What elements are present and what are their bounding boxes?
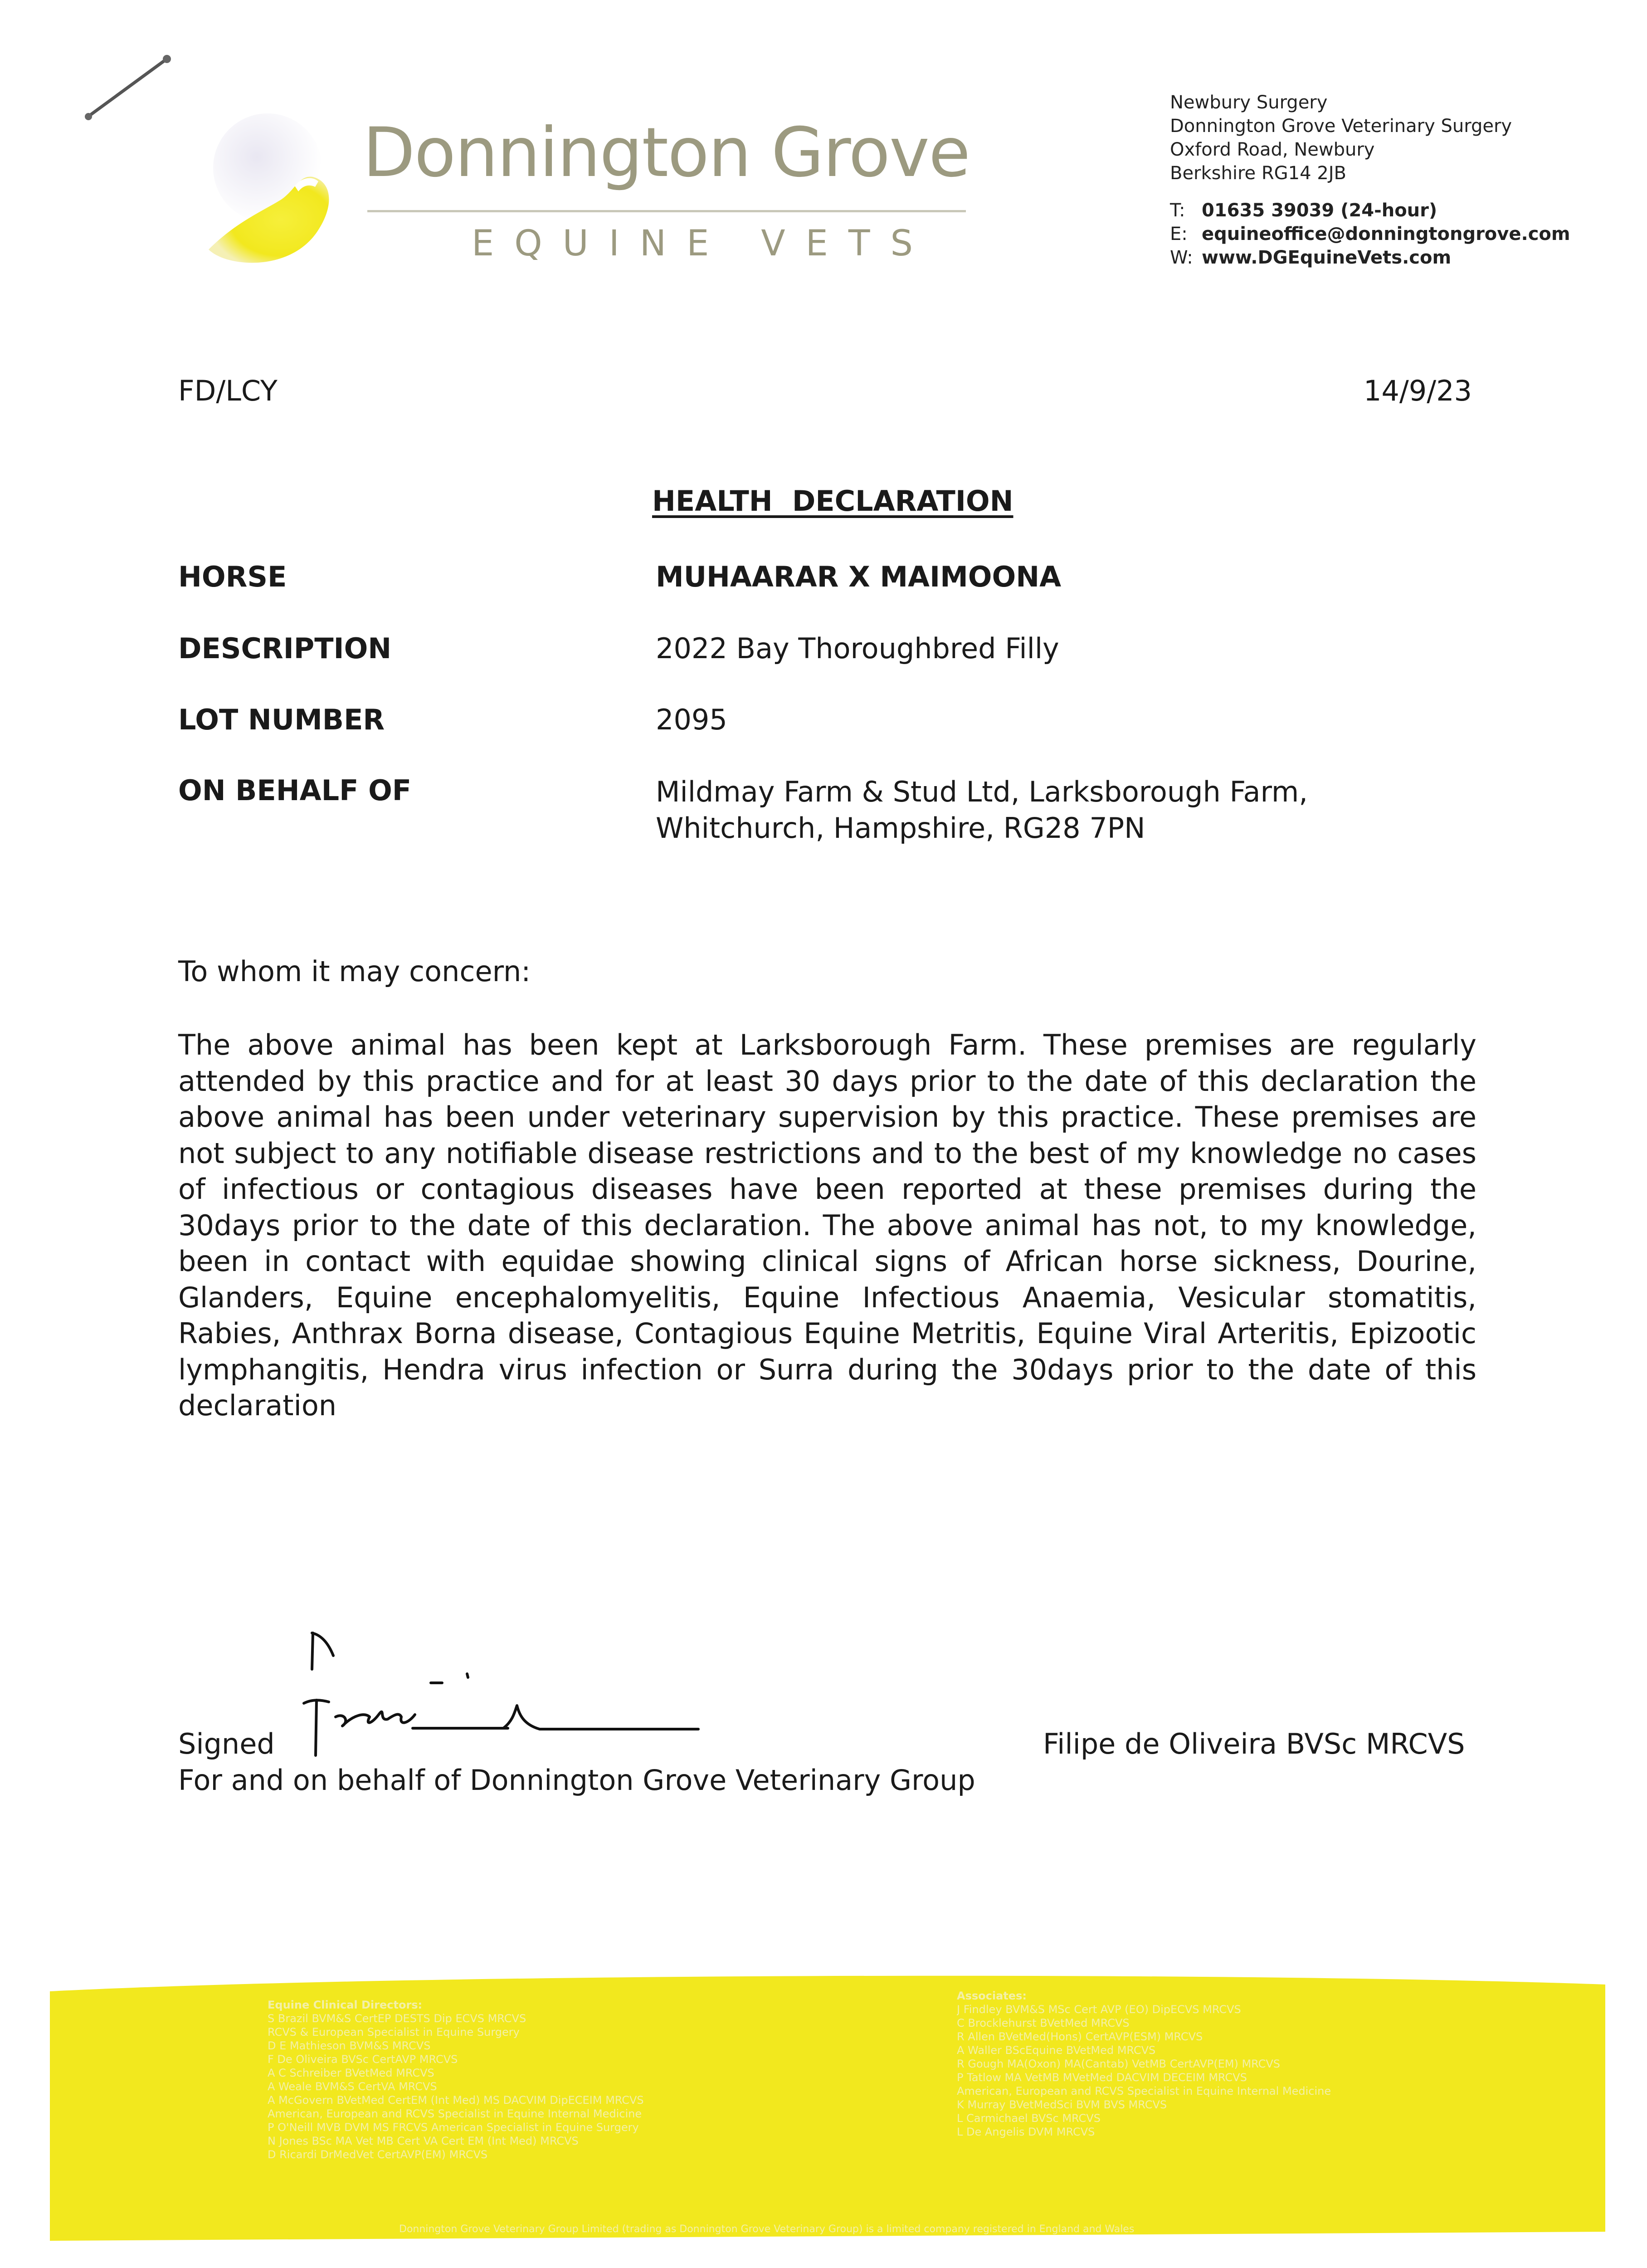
on-behalf-statement: For and on behalf of Donnington Grove Veterinary Group: [178, 1764, 975, 1797]
director-entry: S Brazil BVM&S CertEP DESTS Dip ECVS MRCVS: [268, 2012, 526, 2025]
logo-divider: [367, 210, 966, 212]
director-entry: A C Schreiber BVetMed MRCVS: [268, 2067, 434, 2079]
behalf-address-line: Mildmay Farm & Stud Ltd, Larksborough Farm,: [656, 775, 1308, 808]
address-line: Newbury Surgery: [1170, 92, 1328, 113]
salutation: To whom it may concern:: [178, 955, 531, 988]
website-row: [1170, 246, 1605, 269]
practice-name: Donnington Grove: [363, 113, 970, 192]
description-label: DESCRIPTION: [178, 632, 392, 665]
address-line: Donnington Grove Veterinary Surgery: [1170, 116, 1512, 137]
associate-entry: R Allen BVetMed(Hons) CertAVP(ESM) MRCVS: [957, 2030, 1203, 2043]
telephone-label: T:: [1170, 200, 1185, 221]
director-entry: American, European and RCVS Specialist in Equine Internal Medicine: [268, 2107, 642, 2120]
lot-number-value: 2095: [656, 703, 727, 736]
website-label: W:: [1170, 247, 1193, 268]
director-entry: D Ricardi DrMedVet CertAVP(EM) MRCVS: [268, 2148, 488, 2161]
document-date: 14/9/23: [1363, 374, 1472, 407]
lot-number-label: LOT NUMBER: [178, 703, 385, 736]
associates-heading: Associates:: [957, 1989, 1027, 2002]
practice-address-block: [1170, 91, 1605, 269]
pen-stroke-mark: [84, 54, 175, 122]
associate-entry: L Carmichael BVSc MRCVS: [957, 2112, 1101, 2125]
associate-entry: A Waller BScEquine BVetMed MRCVS: [957, 2044, 1156, 2057]
footer-associates-list: [957, 1989, 1546, 2139]
practice-tagline: EQUINE VETS: [472, 223, 933, 264]
reference-code: FD/LCY: [178, 374, 278, 407]
document-title: HEALTH DECLARATION: [652, 484, 1014, 518]
director-entry: P O'Neill MVB DVM MS FRCVS American Specialist in Equine Surgery: [268, 2121, 639, 2134]
director-entry: A McGovern BVetMed CertEM (Int Med) MS DACVIM DipECEIM MRCVS: [268, 2094, 644, 2107]
director-entry: N Jones BSc MA Vet MB Cert VA Cert EM (Int Med) MRCVS: [268, 2135, 579, 2147]
horse-value: MUHAARAR X MAIMOONA: [656, 560, 1062, 593]
behalf-address-line: Whitchurch, Hampshire, RG28 7PN: [656, 811, 1145, 845]
footer-company-registration: Donnington Grove Veterinary Group Limited (trading as Donnington Grove Veterinary Group) is a limited company registered in England and Wales: [399, 2224, 1135, 2235]
description-value: 2022 Bay Thoroughbred Filly: [656, 632, 1059, 665]
director-entry: F De Oliveira BVSc CertAVP MRCVS: [268, 2053, 458, 2066]
associate-entry: K Murray BVetMedSci BVM BVS MRCVS: [957, 2098, 1167, 2111]
telephone-row: [1170, 199, 1605, 222]
declaration-paragraph: The above animal has been kept at Larksborough Farm. These premises are regularly attended by this practice and for at least 30 days prior to the date of this declaration the above animal has been under veterinary supervision by this practice. These premises are not subject to any notifiable disease restrictions and to the best of my knowledge no cases of infectious or contagious diseases have been reported at these premises during the 30days prior to the date of this declaration. The above animal has not, to my knowledge, been in contact with equidae showing clinical signs of African horse sickness, Dourine, Glanders, Equine encephalomyelitis, Equine Infectious Anaemia, Vesicular stomatitis, Rabies, Anthrax Borna disease, Contagious Equine Metritis, Equine Viral Arteritis, Epizootic lymphangitis, Hendra virus infection or Surra during the 30days prior to the date of this declaration: [178, 1028, 1476, 1422]
email-row: [1170, 222, 1605, 246]
associate-entry: L De Angelis DVM MRCVS: [957, 2126, 1095, 2138]
associate-entry: R Gough MA(Oxon) MA(Cantab) VetMB CertAVP(EM) MRCVS: [957, 2058, 1281, 2070]
handwritten-signature: [286, 1624, 707, 1760]
email-address: equineoffice@donningtongrove.com: [1202, 224, 1570, 244]
signer-name: Filipe de Oliveira BVSc MRCVS: [1043, 1727, 1465, 1760]
associate-entry: C Brocklehurst BVetMed MRCVS: [957, 2017, 1130, 2029]
footer-directors-list: [268, 1998, 902, 2161]
on-behalf-of-value: [656, 774, 1308, 846]
associate-entry: American, European and RCVS Specialist in Equine Internal Medicine: [957, 2085, 1331, 2097]
telephone-number: 01635 39039 (24-hour): [1202, 200, 1437, 221]
director-entry: RCVS & European Specialist in Equine Surgery: [268, 2026, 520, 2038]
signed-label: Signed: [178, 1727, 275, 1760]
address-line: Oxford Road, Newbury: [1170, 139, 1375, 160]
logo-horse-sun-icon: [200, 113, 349, 277]
address-line: Berkshire RG14 2JB: [1170, 163, 1346, 184]
horse-label: HORSE: [178, 560, 287, 593]
director-entry: D E Mathieson BVM&S MRCVS: [268, 2039, 431, 2052]
email-label: E:: [1170, 224, 1188, 244]
on-behalf-of-label: ON BEHALF OF: [178, 774, 412, 807]
associate-entry: P Tatlow MA VetMB MVetMed DACVIM DECEIM MRCVS: [957, 2071, 1247, 2084]
director-entry: A Weale BVM&S CertVA MRCVS: [268, 2080, 437, 2093]
associate-entry: J Findley BVM&S MSc Cert AVP (EO) DipECVS MRCVS: [957, 2003, 1241, 2016]
directors-heading: Equine Clinical Directors:: [268, 1999, 423, 2011]
website-address: www.DGEquineVets.com: [1202, 247, 1452, 268]
